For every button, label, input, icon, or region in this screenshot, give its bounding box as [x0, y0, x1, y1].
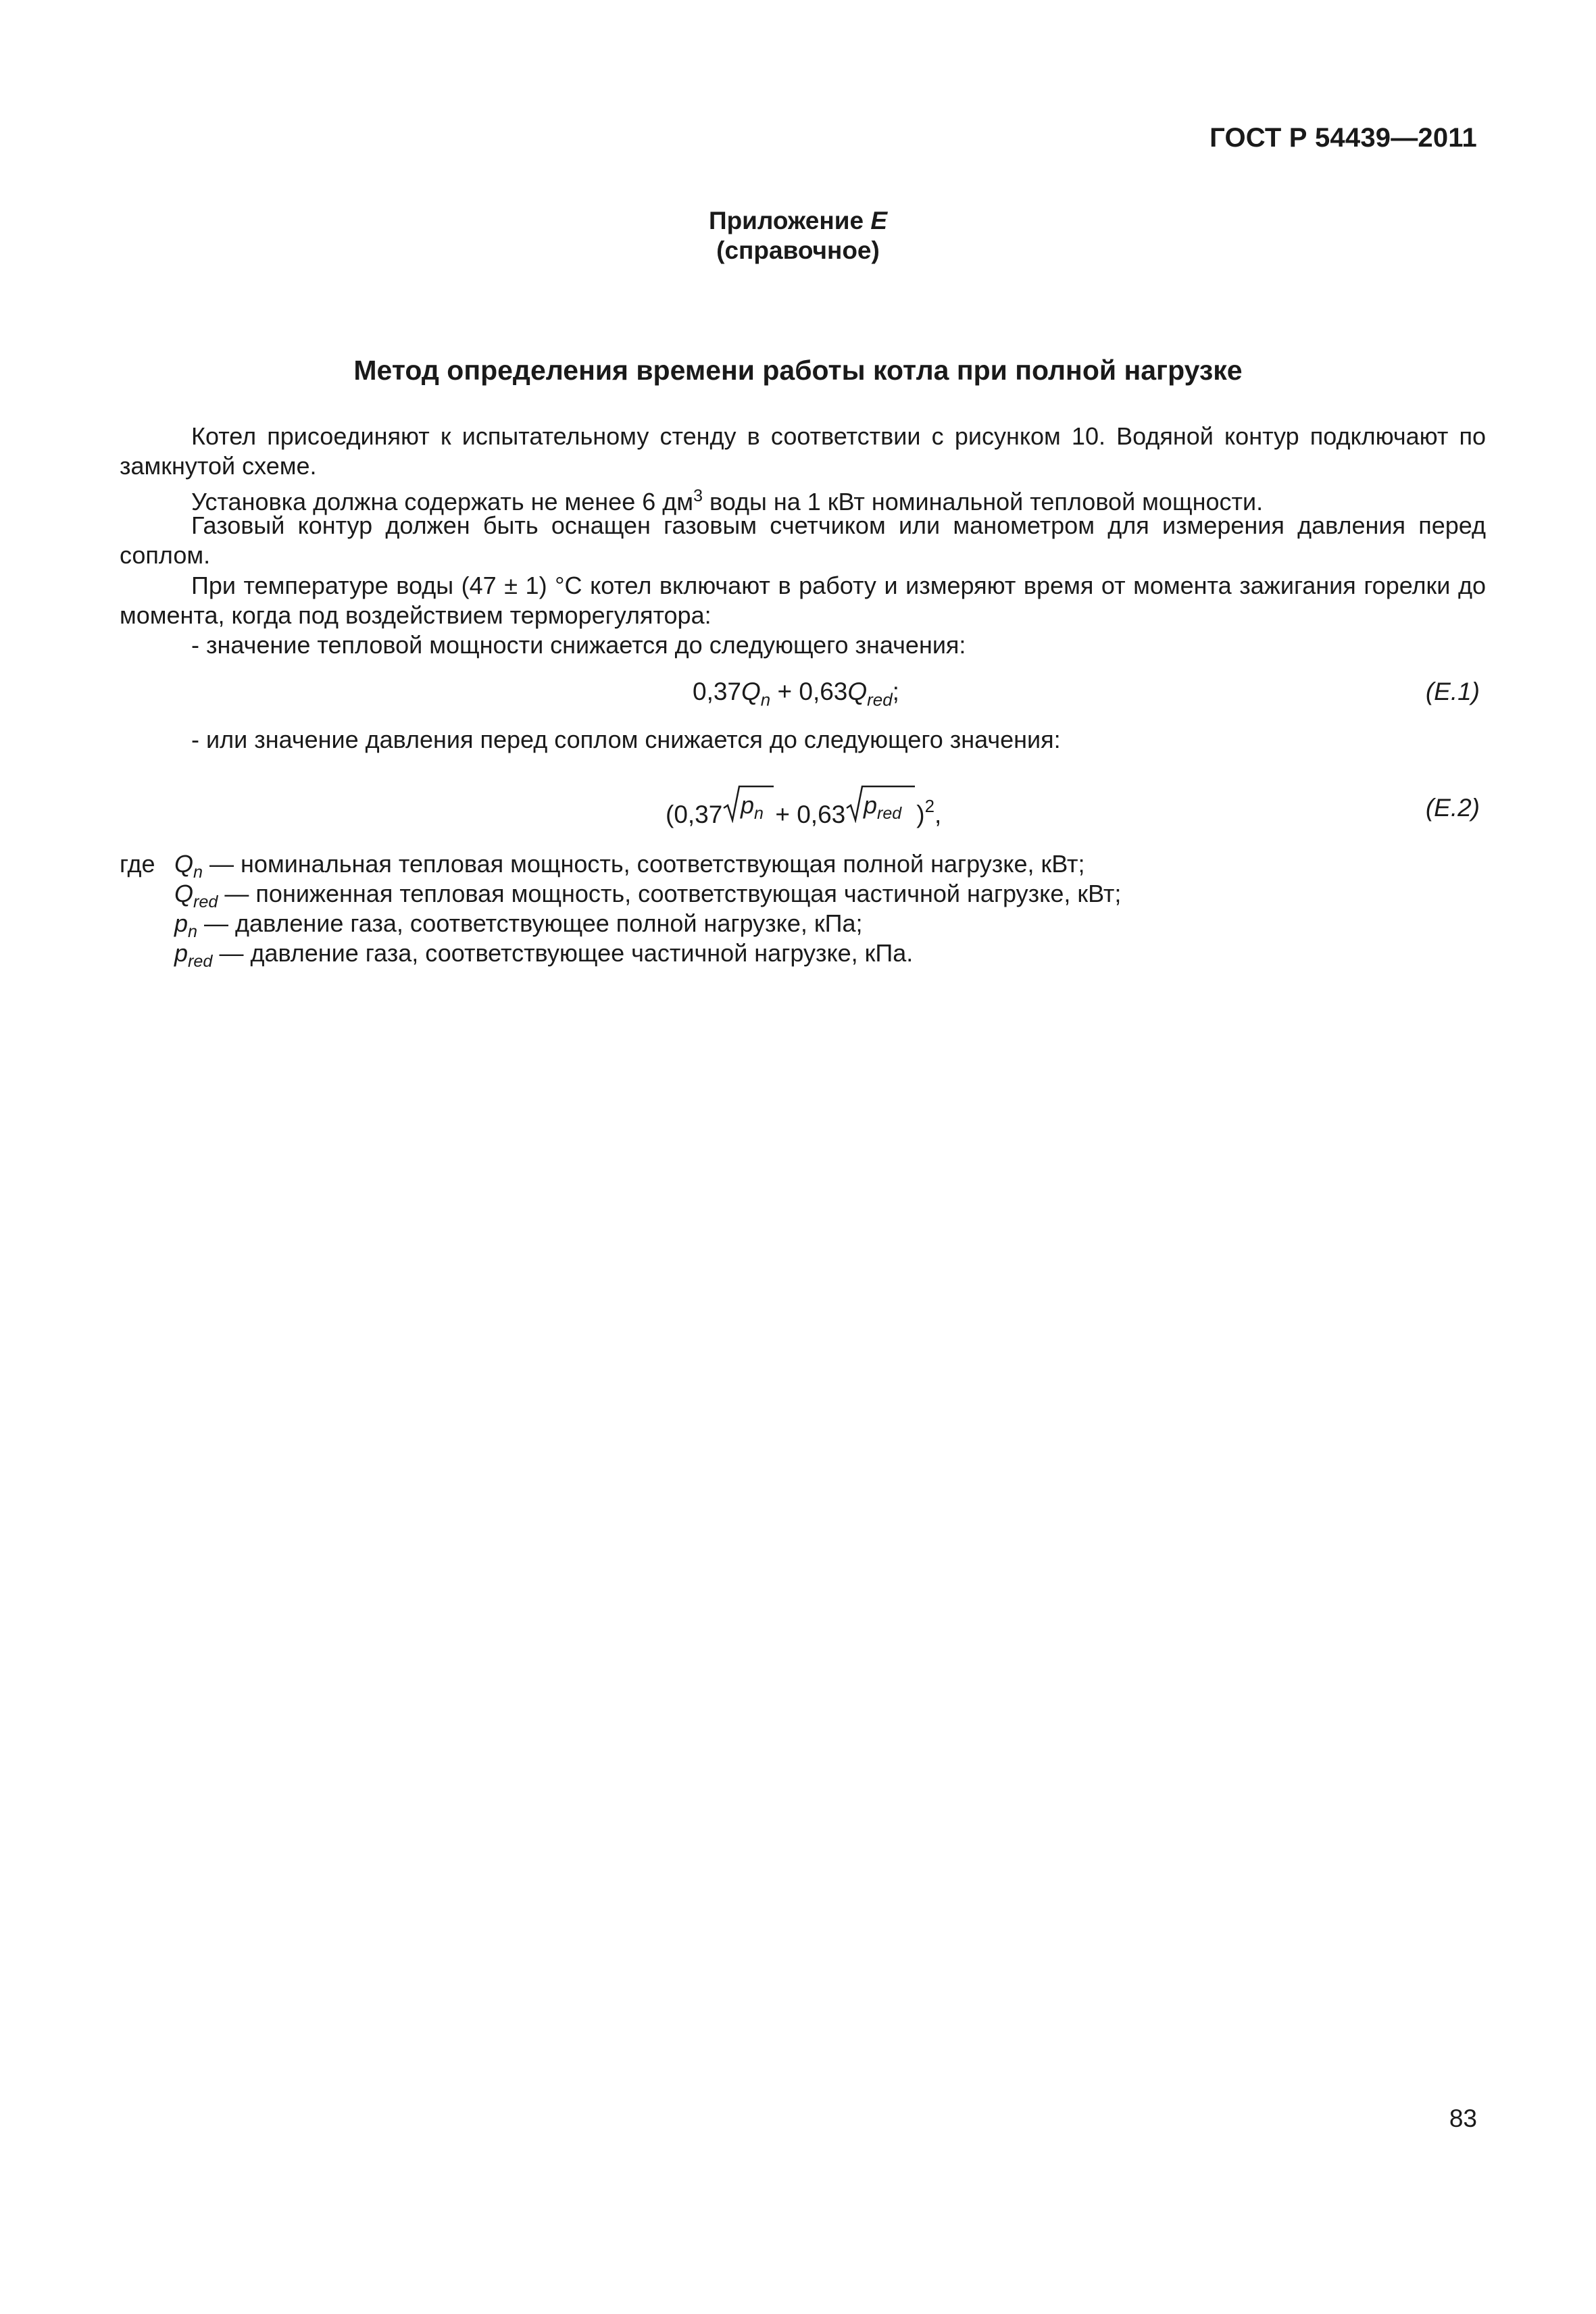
- paragraph-gas-circuit: Газовый контур должен быть оснащен газовым счетчиком или манометром для измерения давления перед соплом.: [120, 511, 1486, 569]
- legend-sub: n: [193, 863, 203, 882]
- formula-end: ;: [892, 678, 899, 705]
- formula-op: +: [770, 678, 799, 705]
- equation-number-e1: (Е.1): [1425, 678, 1480, 705]
- appendix-label: [0, 207, 1596, 235]
- legend-item: [174, 939, 913, 972]
- section-title: Метод определения времени работы котла при полной нагрузке: [353, 355, 1243, 386]
- formula-e1: [693, 678, 899, 710]
- formula-close: ): [916, 801, 925, 828]
- paragraph-temperature: При температуре воды (47 ± 1) °С котел включают в работу и измеряют время от момента зажигания горелки до момента, когда под воздействием терморегулятора:: [120, 572, 1486, 629]
- legend-item: [174, 850, 1085, 882]
- legend-text: — давление газа, соответствующее частичной нагрузке, кПа.: [212, 939, 914, 967]
- sqrt-sub: n: [754, 804, 764, 823]
- sqrt-pred: [845, 784, 916, 829]
- paragraph-power-condition: - значение тепловой мощности снижается до следующего значения:: [191, 631, 966, 659]
- legend-sub: red: [193, 892, 218, 912]
- legend-text: — давление газа, соответствующее полной нагрузке, кПа;: [197, 909, 863, 937]
- legend-item: [174, 909, 863, 942]
- sqrt-sign-icon: [845, 784, 916, 823]
- formula-open: (0,37: [666, 801, 723, 828]
- formula-op: + 0,63: [775, 801, 846, 828]
- appendix-type: (справочное): [716, 236, 880, 264]
- formula-coef: 0,37: [693, 678, 742, 705]
- formula-end: ,: [934, 801, 942, 828]
- legend-sub: red: [188, 952, 213, 972]
- appendix-word: Приложение: [708, 207, 864, 234]
- paragraph-pressure-condition: - или значение давления перед соплом снижается до следующего значения:: [191, 726, 1061, 753]
- formula-sub: red: [867, 690, 893, 710]
- legend-item: [174, 880, 1121, 912]
- paragraph-volume-text: Установка должна содержать не менее 6 дм: [191, 488, 694, 515]
- sqrt-sign-icon: [722, 784, 775, 823]
- legend-var: Q: [174, 880, 194, 907]
- formula-sub: n: [760, 690, 771, 710]
- paragraph-volume-tail: воды на 1 кВт номинальной тепловой мощности.: [703, 488, 1264, 515]
- legend-text: — пониженная тепловая мощность, соответствующая частичной нагрузке, кВт;: [218, 880, 1122, 907]
- legend-sub: n: [188, 922, 198, 942]
- legend-where: где: [120, 850, 155, 878]
- legend-var: p: [174, 909, 189, 937]
- page-number: 83: [1449, 2105, 1477, 2132]
- equation-number-e2: (Е.2): [1425, 794, 1480, 822]
- formula-e2: [666, 784, 941, 829]
- formula-coef: 0,63: [799, 678, 848, 705]
- appendix-letter: Е: [870, 207, 888, 234]
- formula-var: Q: [847, 678, 868, 705]
- document-code-header: ГОСТ Р 54439—2011: [1210, 123, 1477, 153]
- paragraph-connection: Котел присоединяют к испытательному стенду в соответствии с рисунком 10. Водяной контур подключают по замкнутой схеме.: [120, 422, 1486, 480]
- legend-text: — номинальная тепловая мощность, соответствующая полной нагрузке, кВт;: [203, 850, 1085, 878]
- sqrt-var: p: [864, 791, 878, 819]
- sqrt-var: p: [741, 791, 755, 819]
- formula-exponent: 2: [924, 797, 934, 816]
- legend-var: p: [174, 939, 189, 967]
- sqrt-sub: red: [877, 804, 902, 823]
- exponent: 3: [693, 486, 703, 505]
- formula-var: Q: [741, 678, 761, 705]
- legend-var: Q: [174, 850, 194, 878]
- sqrt-pn: [722, 784, 775, 829]
